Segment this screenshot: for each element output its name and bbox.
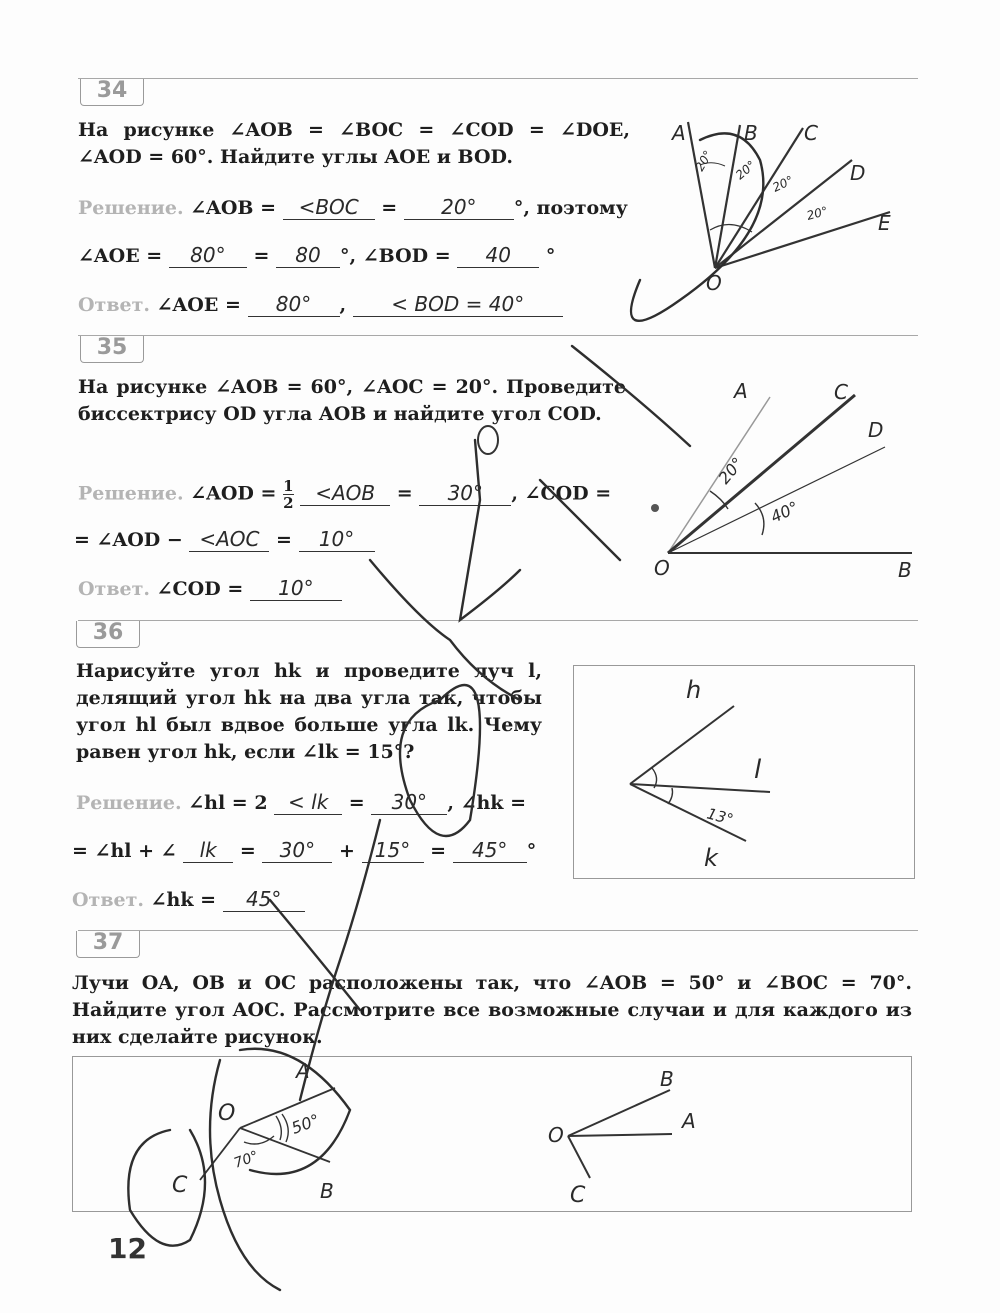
label-B: B	[660, 1067, 674, 1091]
angle-label: 40°	[767, 497, 802, 527]
text: °, ∠BOD =	[340, 245, 451, 267]
angle-label: 20°	[732, 157, 759, 183]
angle-label: 20°	[692, 148, 716, 174]
answer-label: Ответ.	[78, 578, 151, 600]
answer-blank[interactable]: 15°	[362, 838, 424, 863]
problem-35-text: На рисунке ∠AOB = 60°, ∠AOC = 20°. Проведите биссектрису OD угла AOB и найдите угол COD.	[78, 376, 626, 425]
solution-label: Решение.	[78, 197, 184, 219]
label-C: C	[570, 1183, 586, 1208]
label-C: C	[172, 1173, 188, 1198]
text: , ∠hk =	[447, 792, 527, 814]
text: ∠AOE =	[78, 245, 163, 267]
answer-label: Ответ.	[72, 889, 145, 911]
answer-blank[interactable]: 10°	[250, 576, 342, 601]
label-O: O	[706, 271, 722, 295]
solution-label: Решение.	[76, 792, 182, 814]
label-B: B	[744, 121, 758, 145]
angle-label: 20°	[770, 173, 796, 195]
text: =	[396, 482, 413, 505]
answer-blank[interactable]: 10°	[299, 527, 375, 552]
answer-blank[interactable]: 80	[276, 243, 340, 268]
answer-blank[interactable]: lk	[183, 838, 233, 863]
answer-blank[interactable]: < BOD = 40°	[353, 292, 563, 317]
label-l: l	[754, 755, 762, 785]
text: ∠AOB =	[190, 197, 277, 219]
text: ,	[339, 294, 347, 316]
text: ∠hl = 2	[188, 792, 268, 814]
text: =	[253, 245, 270, 267]
label-D: D	[868, 418, 884, 442]
text: °, поэтому	[513, 197, 628, 219]
answer-blank[interactable]: 30°	[262, 838, 332, 863]
label-E: E	[878, 211, 891, 235]
label-C: C	[834, 380, 848, 404]
label-B: B	[898, 558, 912, 582]
angle-label: 70°	[231, 1148, 261, 1172]
problem-number-37: 37	[76, 931, 140, 958]
label-B: B	[320, 1179, 334, 1203]
text: =	[430, 840, 447, 862]
solution-label: Решение.	[78, 482, 184, 505]
label-A: A	[296, 1059, 310, 1083]
text: =	[381, 197, 398, 219]
answer-label: Ответ.	[78, 294, 151, 316]
text: , ∠COD =	[511, 482, 612, 505]
text: =	[348, 792, 365, 814]
answer-blank[interactable]: 45°	[223, 887, 305, 912]
problem-number-34: 34	[80, 79, 144, 106]
angle-label: 50°	[288, 1110, 323, 1138]
answer-blank[interactable]: 45°	[453, 838, 527, 863]
text: °	[545, 245, 556, 267]
text: +	[338, 840, 355, 862]
label-O: O	[218, 1101, 236, 1126]
problem-number-36: 36	[76, 621, 140, 648]
label-k: k	[704, 844, 718, 872]
answer-blank[interactable]: 20°	[404, 195, 514, 220]
fraction-numerator: 1	[283, 477, 294, 495]
label-O: O	[548, 1123, 564, 1147]
answer-blank[interactable]: 30°	[371, 790, 447, 815]
text: =	[239, 840, 256, 862]
problem-34-text: На рисунке ∠AOB = ∠BOC = ∠COD = ∠DOE, ∠AOD = 60°. Найдите углы AOE и BOD.	[78, 119, 630, 168]
angle-label: 13°	[704, 804, 736, 829]
label-A: A	[734, 379, 748, 403]
text: ∠hk =	[150, 889, 217, 911]
text: = ∠hl + ∠	[72, 840, 177, 862]
label-O: O	[654, 556, 670, 580]
answer-blank[interactable]: < lk	[274, 790, 342, 815]
label-C: C	[804, 121, 818, 145]
answer-blank[interactable]: 30°	[419, 481, 511, 506]
text: =	[276, 529, 292, 551]
answer-blank[interactable]: 80°	[248, 292, 340, 317]
label-D: D	[850, 161, 866, 185]
label-A: A	[682, 1109, 696, 1133]
label-h: h	[686, 676, 702, 704]
text: °	[526, 840, 537, 862]
answer-blank[interactable]: <AOB	[300, 481, 390, 506]
answer-blank[interactable]: <AOC	[189, 527, 269, 552]
answer-blank[interactable]: 40	[457, 243, 539, 268]
page-number: 12	[108, 1232, 147, 1265]
problem-37-text: Лучи OA, OB и OC расположены так, что ∠AOB = 50° и ∠BOC = 70°. Найдите угол AOC. Рассмотрите все возможные случаи и для каждого из них сделайте рисунок.	[72, 972, 912, 1048]
text: ∠AOD =	[190, 482, 277, 505]
problem-number-35: 35	[80, 336, 144, 363]
answer-blank[interactable]: 80°	[169, 243, 247, 268]
answer-blank[interactable]: <BOC	[283, 195, 375, 220]
text: = ∠AOD −	[74, 529, 183, 551]
fraction-denominator: 2	[283, 494, 294, 512]
label-A: A	[672, 121, 686, 145]
text: ∠COD =	[156, 578, 244, 600]
angle-label: 20°	[714, 453, 748, 488]
text: ∠AOE =	[156, 294, 241, 316]
angle-label: 20°	[805, 203, 830, 223]
problem-36-text: Нарисуйте угол hk и проведите луч l, делящий угол hk на два угла так, чтобы угол hl был вдвое больше угла lk. Чему равен угол hk, если ∠lk = 15°?	[76, 660, 542, 763]
